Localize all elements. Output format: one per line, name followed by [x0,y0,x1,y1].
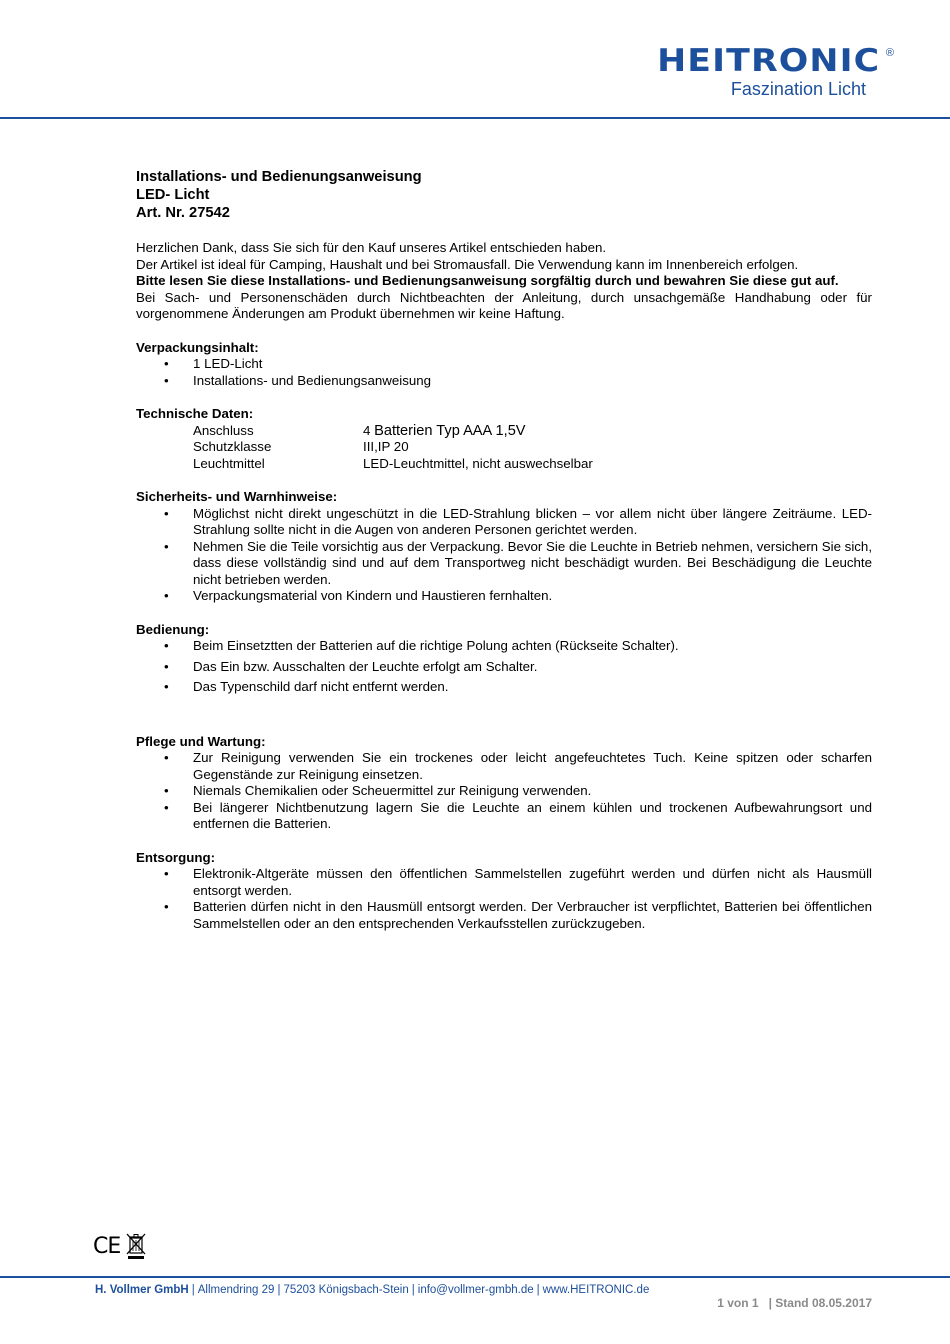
safety-section [136,489,872,605]
list-item: • Das Ein bzw. Ausschalten der Leuchte erfolgt am Schalter. [164,658,538,674]
doc-product: LED- Licht [136,187,210,203]
footer-address: H. Vollmer GmbH | Allmendring 29 | 75203 Königsbach-Stein | info@vollmer-gmbh.de | www.HEITRONIC.de [95,1284,650,1296]
disposal-heading: Entsorgung: [136,849,216,865]
tech-key: Anschluss [193,422,254,438]
page-info [717,1296,872,1310]
doc-title: Installations- und Bedienungsanweisung [136,169,422,185]
disposal-list [136,866,872,932]
intro-liability: Bei Sach- und Personenschäden durch Nichtbeachten der Anleitung, durch unsachgemäße Handhabung oder für vorgenommene Änderungen am Produkt übernehmen wir keine Haftung. [136,289,872,321]
intro-usage: Der Artikel ist ideal für Camping, Haushalt und bei Stromausfall. Die Verwendung kann im Innenbereich erfolgen. [136,256,799,272]
operation-section [136,622,872,696]
list-item: • Batterien dürfen nicht in den Hausmüll entsorgt werden. Der Verbraucher ist verpflichtet, Batterien bei öffentlichen Sammelstellen oder an den entsprechenden Verkaufsstellen zurückzugeben. [164,899,872,931]
operation-list [136,638,872,696]
weee-bin-icon [126,1232,146,1260]
list-item: • Beim Einsetztten der Batterien auf die richtige Polung achten (Rückseite Schalter). [164,638,679,653]
intro-thanks: Herzlichen Dank, dass Sie sich für den Kauf unseres Artikel entschieden haben. [136,240,607,255]
list-item: • Niemals Chemikalien oder Scheuermittel zur Reinigung verwenden. [164,783,592,798]
intro-read-notice: Bitte lesen Sie diese Installations- und Bedienungsanweisung sorgfältig durch und bewahren Sie diese gut auf. [136,273,839,288]
package-section [136,340,872,390]
list-item: • Das Typenschild darf nicht entfernt werden. [164,679,449,694]
tech-key: Leuchtmittel [193,455,265,471]
list-item: • Elektronik-Altgeräte müssen den öffentlichen Sammelstellen zugeführt werden und dürfen nicht als Hausmüll entsorgt werden. [164,866,872,898]
revision-date: | Stand 08.05.2017 [768,1296,872,1310]
brand-name: HEITRONIC [656,43,880,79]
package-list [136,356,872,389]
header-rule [0,117,950,119]
brand-tagline: Faszination Licht [730,79,866,99]
tech-section [136,406,872,472]
page-count: 1 von 1 [717,1296,759,1310]
list-item: • Bei längerer Nichtbenutzung lagern Sie die Leuchte an einem kühlen und trockenen Aufbewahrungsort und entfernen die Batterien. [164,799,872,831]
list-item: • Nehmen Sie die Teile vorsichtig aus der Verpackung. Bevor Sie die Leuchte in Betrieb nehmen, versichern Sie sich, dass diese vollständig sind und auf dem Transportweg nicht beschädigt wurden. Bei Beschädigung die Leuchte nicht betrieben werden. [164,538,873,587]
tech-value: 4 Batterien Typ AAA 1,5V [363,422,526,439]
footer-street: Allmendring 29 [197,1284,275,1296]
footer-rule [0,1276,950,1278]
tech-table [136,423,872,473]
list-item: • Möglichst nicht direkt ungeschützt in die LED-Strahlung blicken – vor allem nicht über längere Zeiträume. LED-Strahlung sollte nicht in die Augen von anderen Personen gerichtet werden. [164,505,872,537]
certification-marks [93,1232,146,1260]
tech-row [136,456,872,473]
footer-city: 75203 Königsbach-Stein [283,1284,409,1296]
safety-list [136,506,872,605]
tech-key: Schutzklasse [193,439,272,454]
safety-heading: Sicherheits- und Warnhinweise: [136,489,338,504]
ce-mark-icon: CE [93,1233,121,1259]
brand-logo [656,43,894,100]
registered-mark: ® [885,47,894,59]
tech-row [136,439,872,456]
footer-web: www.HEITRONIC.de [542,1284,650,1296]
list-item: • Zur Reinigung verwenden Sie ein trockenes oder leicht angefeuchtetes Tuch. Keine spitzen oder scharfen Gegenstände zur Reinigung einsetzen. [164,750,872,782]
care-section [136,734,872,833]
list-item: • Installations- und Bedienungsanweisung [164,372,432,388]
tech-heading: Technische Daten: [136,406,254,421]
intro [136,240,872,323]
package-heading: Verpackungsinhalt: [136,339,259,355]
operation-heading: Bedienung: [136,621,210,637]
document-body [136,168,872,932]
care-heading: Pflege und Wartung: [136,733,266,749]
tech-value: LED-Leuchtmittel, nicht auswechselbar [363,455,593,471]
tech-value: III,IP 20 [363,439,409,454]
footer-email: info@vollmer-gmbh.de [417,1284,534,1296]
list-item: • 1 LED-Licht [164,356,263,371]
footer-company: H. Vollmer GmbH [95,1284,189,1296]
care-list [136,750,872,833]
list-item: • Verpackungsmaterial von Kindern und Haustieren fernhalten. [164,588,553,603]
tech-row [136,423,872,440]
disposal-section [136,850,872,933]
doc-article-number: Art. Nr. 27542 [136,205,230,221]
